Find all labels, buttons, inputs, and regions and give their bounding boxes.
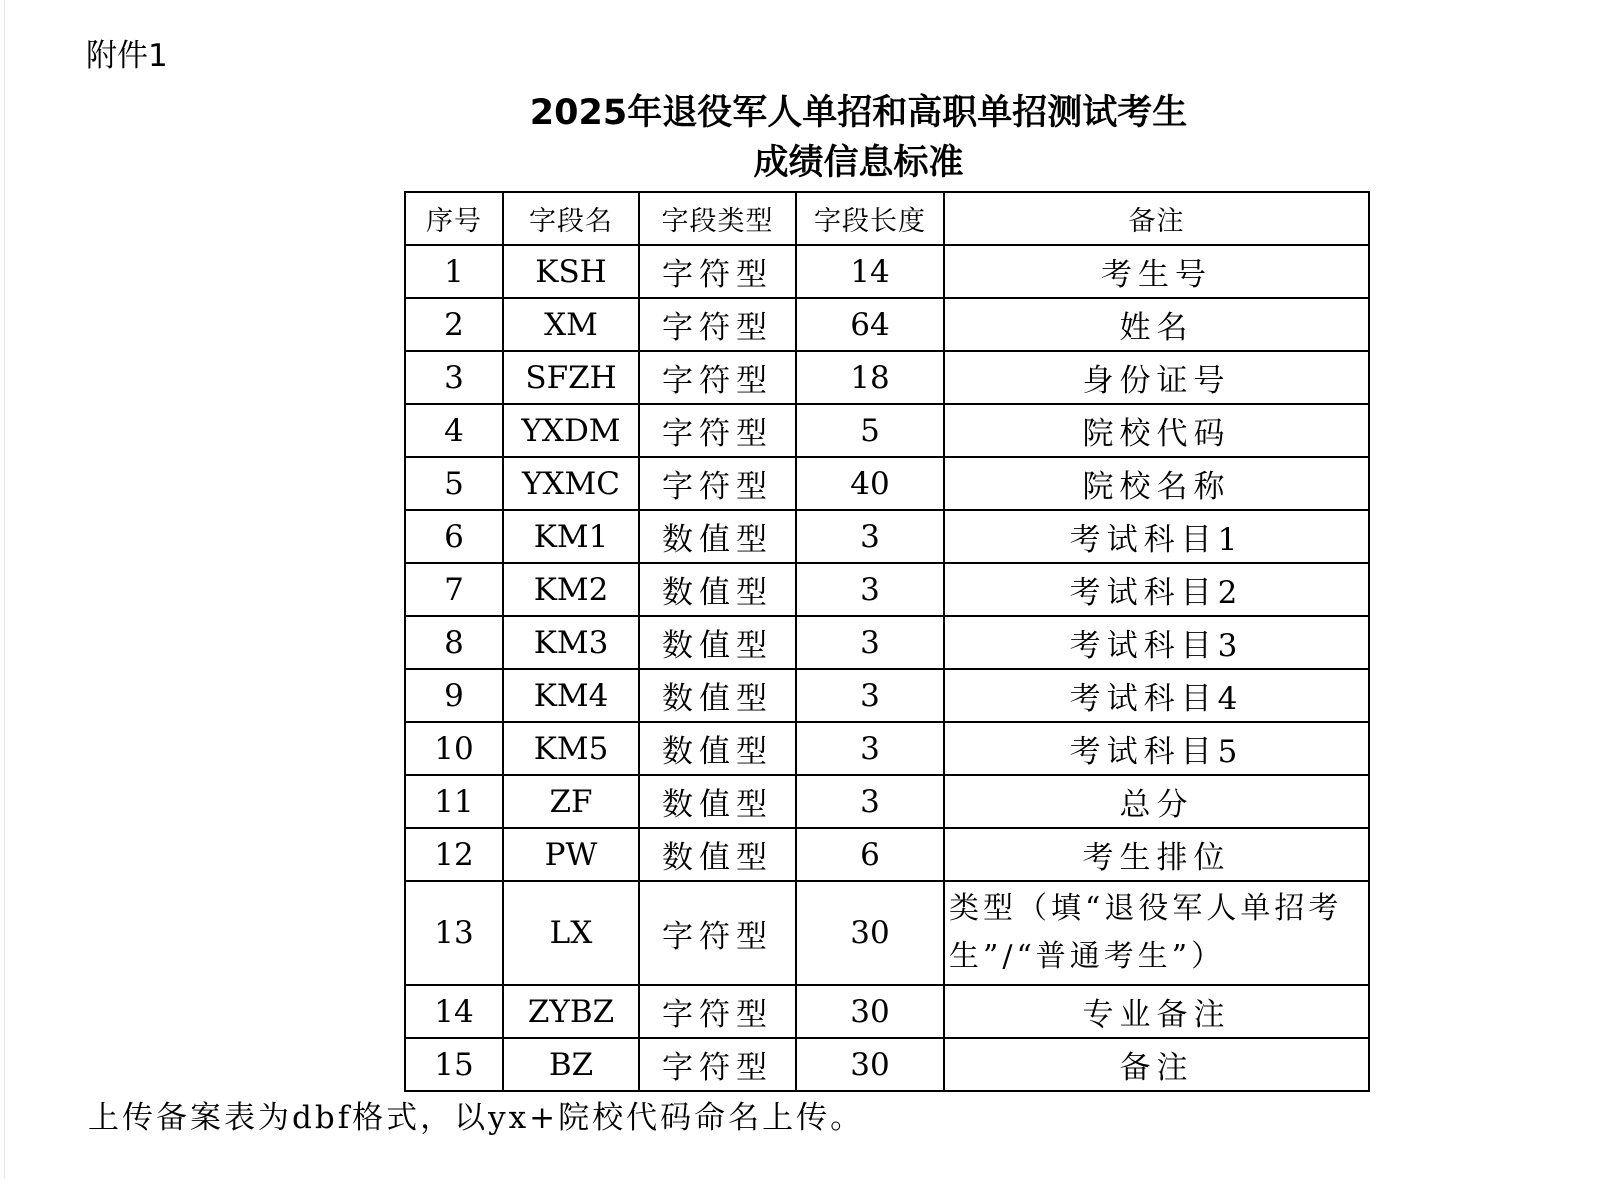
cell-field-name: XM [503,298,639,351]
cell-field-type: 字符型 [639,457,796,510]
field-spec-table [404,191,1370,1092]
cell-note: 院校代码 [944,404,1369,457]
cell-field-type: 字符型 [639,351,796,404]
cell-field-name: KM2 [503,563,639,616]
cell-field-name: YXMC [503,457,639,510]
cell-field-length: 3 [796,669,944,722]
cell-field-length: 40 [796,457,944,510]
table-row [405,722,1369,775]
cell-no: 10 [405,722,503,775]
table-row [405,669,1369,722]
cell-field-name: KM1 [503,510,639,563]
cell-no: 15 [405,1038,503,1091]
table-row [405,510,1369,563]
cell-no: 1 [405,245,503,298]
header-note: 备注 [944,192,1369,245]
table-row [405,881,1369,985]
cell-field-name: KSH [503,245,639,298]
table-row [405,351,1369,404]
table-row [405,828,1369,881]
attachment-label: 附件1 [86,38,168,74]
upload-note: 上传备案表为dbf格式，以yx+院校代码命名上传。 [88,1100,865,1136]
cell-note: 身份证号 [944,351,1369,404]
cell-note: 考生号 [944,245,1369,298]
cell-field-length: 6 [796,828,944,881]
table-header-row [405,192,1369,245]
cell-field-length: 3 [796,722,944,775]
cell-note: 备注 [944,1038,1369,1091]
cell-no: 4 [405,404,503,457]
cell-no: 12 [405,828,503,881]
cell-note: 考生排位 [944,828,1369,881]
cell-field-name: KM4 [503,669,639,722]
cell-field-length: 30 [796,1038,944,1091]
cell-field-type: 字符型 [639,985,796,1038]
cell-field-type: 字符型 [639,298,796,351]
cell-no: 9 [405,669,503,722]
cell-no: 11 [405,775,503,828]
cell-field-type: 字符型 [639,245,796,298]
cell-field-type: 字符型 [639,404,796,457]
cell-note: 考试科目5 [944,722,1369,775]
cell-field-type: 数值型 [639,563,796,616]
cell-field-type: 字符型 [639,881,796,985]
table-row [405,457,1369,510]
cell-field-type: 数值型 [639,722,796,775]
table-row [405,1038,1369,1091]
cell-field-name: SFZH [503,351,639,404]
cell-field-type: 数值型 [639,616,796,669]
header-field-length: 字段长度 [796,192,944,245]
table-row [405,563,1369,616]
cell-field-name: KM5 [503,722,639,775]
cell-field-length: 18 [796,351,944,404]
cell-field-length: 14 [796,245,944,298]
cell-field-name: YXDM [503,404,639,457]
cell-field-length: 3 [796,563,944,616]
cell-field-name: BZ [503,1038,639,1091]
table-row [405,775,1369,828]
cell-field-name: PW [503,828,639,881]
cell-field-name: LX [503,881,639,985]
cell-no: 8 [405,616,503,669]
header-no: 序号 [405,192,503,245]
cell-no: 5 [405,457,503,510]
cell-field-type: 数值型 [639,828,796,881]
cell-field-length: 64 [796,298,944,351]
cell-note: 考试科目1 [944,510,1369,563]
cell-field-length: 3 [796,616,944,669]
document-title-line-2: 成绩信息标准 [753,143,964,183]
cell-no: 2 [405,298,503,351]
cell-field-name: ZYBZ [503,985,639,1038]
cell-field-type: 数值型 [639,510,796,563]
cell-field-type: 数值型 [639,775,796,828]
cell-note: 院校名称 [944,457,1369,510]
document-title-line-1: 2025年退役军人单招和高职单招测试考生 [529,93,1188,133]
cell-note: 总分 [944,775,1369,828]
cell-field-name: ZF [503,775,639,828]
cell-note: 类型（填“退役军人单招考生”/“普通考生”） [944,881,1369,985]
cell-note: 考试科目2 [944,563,1369,616]
cell-note: 考试科目3 [944,616,1369,669]
cell-field-length: 30 [796,881,944,985]
cell-note: 考试科目4 [944,669,1369,722]
cell-field-name: KM3 [503,616,639,669]
cell-no: 13 [405,881,503,985]
cell-note: 姓名 [944,298,1369,351]
cell-note: 专业备注 [944,985,1369,1038]
header-field-type: 字段类型 [639,192,796,245]
cell-no: 6 [405,510,503,563]
cell-field-type: 字符型 [639,1038,796,1091]
table-row [405,298,1369,351]
cell-field-length: 5 [796,404,944,457]
cell-field-length: 3 [796,510,944,563]
table-row [405,245,1369,298]
cell-field-length: 3 [796,775,944,828]
cell-no: 14 [405,985,503,1038]
cell-no: 3 [405,351,503,404]
table-row [405,985,1369,1038]
table-row [405,616,1369,669]
cell-field-type: 数值型 [639,669,796,722]
cell-field-length: 30 [796,985,944,1038]
cell-no: 7 [405,563,503,616]
table-row [405,404,1369,457]
header-field-name: 字段名 [503,192,639,245]
